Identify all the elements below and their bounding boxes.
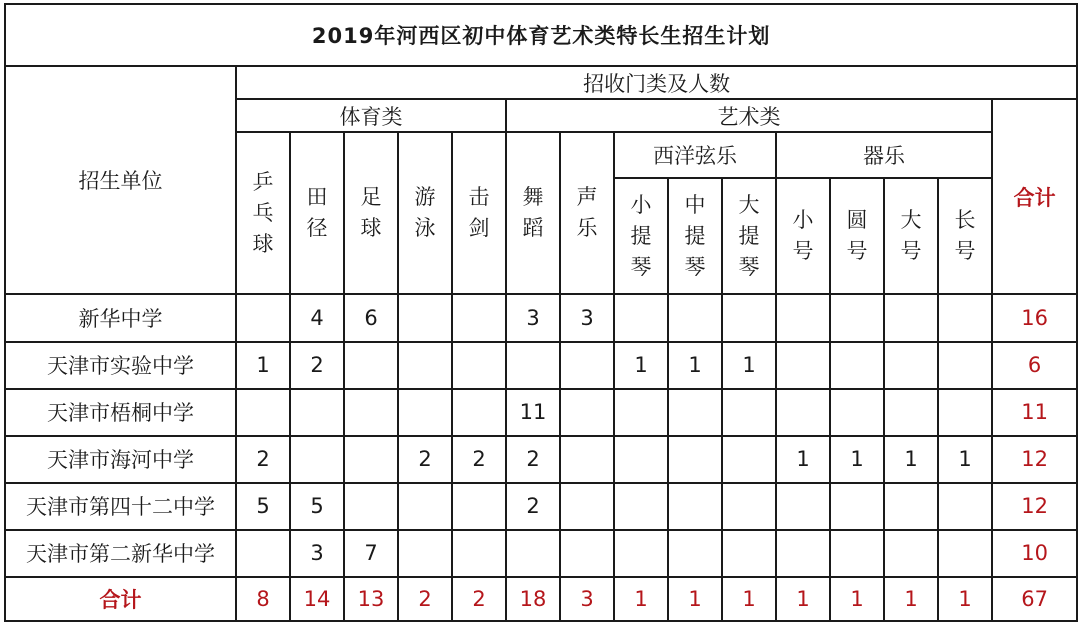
quota-cell	[614, 530, 668, 577]
grand-total-cell: 67	[992, 577, 1077, 621]
totals-cell: 14	[290, 577, 344, 621]
unit-header: 招生单位	[5, 66, 236, 294]
unit-name-cell: 天津市梧桐中学	[5, 389, 236, 436]
quota-cell: 11	[506, 389, 560, 436]
quota-cell: 3	[560, 294, 614, 341]
quota-cell	[668, 389, 722, 436]
column-header: 舞 蹈	[506, 132, 560, 294]
quota-cell	[614, 483, 668, 530]
quota-cell: 3	[290, 530, 344, 577]
quota-cell	[398, 342, 452, 389]
quota-cell	[290, 389, 344, 436]
totals-cell: 1	[830, 577, 884, 621]
totals-cell: 1	[884, 577, 938, 621]
quota-cell	[344, 389, 398, 436]
column-header: 声 乐	[560, 132, 614, 294]
quota-cell	[560, 436, 614, 483]
quota-cell: 5	[236, 483, 290, 530]
totals-cell: 1	[938, 577, 992, 621]
quota-cell	[776, 342, 830, 389]
quota-cell: 1	[776, 436, 830, 483]
quota-cell: 2	[506, 436, 560, 483]
quota-cell: 2	[236, 436, 290, 483]
totals-cell: 2	[398, 577, 452, 621]
unit-name-cell: 天津市实验中学	[5, 342, 236, 389]
row-total-cell: 6	[992, 342, 1077, 389]
quota-cell	[830, 342, 884, 389]
quota-cell	[398, 294, 452, 341]
quota-cell: 1	[938, 436, 992, 483]
unit-name-cell: 天津市第四十二中学	[5, 483, 236, 530]
quota-cell: 1	[668, 342, 722, 389]
total-column-header: 合计	[992, 99, 1077, 294]
quota-cell	[290, 436, 344, 483]
quota-cell	[830, 294, 884, 341]
quota-cell	[560, 389, 614, 436]
table-row	[5, 294, 1077, 341]
quota-cell: 2	[290, 342, 344, 389]
quota-cell	[560, 530, 614, 577]
column-header: 击 剑	[452, 132, 506, 294]
quota-cell	[938, 294, 992, 341]
quota-cell	[560, 342, 614, 389]
column-header: 田 径	[290, 132, 344, 294]
quota-cell: 5	[290, 483, 344, 530]
row-total-cell: 11	[992, 389, 1077, 436]
column-header: 长 号	[938, 178, 992, 294]
column-header: 游 泳	[398, 132, 452, 294]
quota-cell	[830, 389, 884, 436]
totals-label: 合计	[5, 577, 236, 621]
quota-cell	[398, 389, 452, 436]
totals-cell: 1	[668, 577, 722, 621]
row-total-cell: 12	[992, 483, 1077, 530]
quota-cell	[668, 294, 722, 341]
quota-cell	[722, 530, 776, 577]
sports-group-header: 体育类	[236, 99, 506, 132]
quota-cell	[884, 483, 938, 530]
quota-cell	[938, 389, 992, 436]
quota-cell	[776, 530, 830, 577]
quota-cell: 1	[722, 342, 776, 389]
quota-cell	[452, 389, 506, 436]
totals-cell: 3	[560, 577, 614, 621]
quota-cell	[506, 342, 560, 389]
quota-cell: 4	[290, 294, 344, 341]
quota-cell	[344, 436, 398, 483]
quota-cell: 7	[344, 530, 398, 577]
arts-group-header: 艺术类	[506, 99, 992, 132]
quota-cell: 3	[506, 294, 560, 341]
quota-cell: 1	[236, 342, 290, 389]
quota-cell	[614, 389, 668, 436]
quota-cell	[668, 483, 722, 530]
quota-cell	[722, 483, 776, 530]
quota-cell: 1	[830, 436, 884, 483]
table-row	[5, 342, 1077, 389]
quota-cell: 2	[452, 436, 506, 483]
column-header: 大 提 琴	[722, 178, 776, 294]
totals-cell: 8	[236, 577, 290, 621]
quota-cell	[614, 294, 668, 341]
quota-cell	[236, 389, 290, 436]
quota-cell	[452, 294, 506, 341]
quota-cell	[398, 530, 452, 577]
quota-cell	[938, 483, 992, 530]
quota-cell	[884, 530, 938, 577]
quota-cell	[614, 436, 668, 483]
totals-cell: 1	[614, 577, 668, 621]
quota-cell	[884, 294, 938, 341]
totals-cell: 2	[452, 577, 506, 621]
table-row	[5, 483, 1077, 530]
quota-cell	[236, 294, 290, 341]
data-rows	[5, 294, 1077, 576]
column-header: 小 提 琴	[614, 178, 668, 294]
quota-cell	[560, 483, 614, 530]
column-header: 中 提 琴	[668, 178, 722, 294]
quota-cell: 2	[398, 436, 452, 483]
quota-cell	[776, 389, 830, 436]
quota-cell	[452, 483, 506, 530]
quota-cell	[830, 530, 884, 577]
quota-cell	[506, 530, 560, 577]
category-group-header: 招收门类及人数	[236, 66, 1077, 99]
totals-row	[5, 577, 1077, 621]
winds-group-header: 器乐	[776, 132, 992, 178]
unit-name-cell: 新华中学	[5, 294, 236, 341]
column-header: 小 号	[776, 178, 830, 294]
quota-cell: 1	[884, 436, 938, 483]
totals-cell: 1	[722, 577, 776, 621]
quota-cell: 6	[344, 294, 398, 341]
table-title: 2019年河西区初中体育艺术类特长生招生计划	[5, 4, 1077, 66]
quota-cell: 1	[614, 342, 668, 389]
column-header: 大 号	[884, 178, 938, 294]
column-header: 乒 乓 球	[236, 132, 290, 294]
quota-cell	[884, 342, 938, 389]
quota-cell	[452, 342, 506, 389]
quota-cell	[236, 530, 290, 577]
totals-cell: 18	[506, 577, 560, 621]
strings-group-header: 西洋弦乐	[614, 132, 776, 178]
unit-name-cell: 天津市海河中学	[5, 436, 236, 483]
quota-cell	[938, 530, 992, 577]
quota-cell	[722, 436, 776, 483]
quota-cell: 2	[506, 483, 560, 530]
totals-cell: 13	[344, 577, 398, 621]
quota-cell	[722, 294, 776, 341]
quota-cell	[776, 483, 830, 530]
quota-cell	[398, 483, 452, 530]
quota-cell	[938, 342, 992, 389]
quota-cell	[344, 483, 398, 530]
quota-cell	[668, 530, 722, 577]
table-row	[5, 436, 1077, 483]
quota-cell	[344, 342, 398, 389]
quota-cell	[722, 389, 776, 436]
unit-name-cell: 天津市第二新华中学	[5, 530, 236, 577]
quota-cell	[776, 294, 830, 341]
totals-cell: 1	[776, 577, 830, 621]
column-header: 足 球	[344, 132, 398, 294]
quota-cell	[452, 530, 506, 577]
column-header: 圆 号	[830, 178, 884, 294]
row-total-cell: 10	[992, 530, 1077, 577]
quota-cell	[830, 483, 884, 530]
row-total-cell: 16	[992, 294, 1077, 341]
quota-cell	[884, 389, 938, 436]
quota-cell	[668, 436, 722, 483]
row-total-cell: 12	[992, 436, 1077, 483]
table-row	[5, 530, 1077, 577]
enrollment-table	[4, 3, 1078, 622]
table-row	[5, 389, 1077, 436]
